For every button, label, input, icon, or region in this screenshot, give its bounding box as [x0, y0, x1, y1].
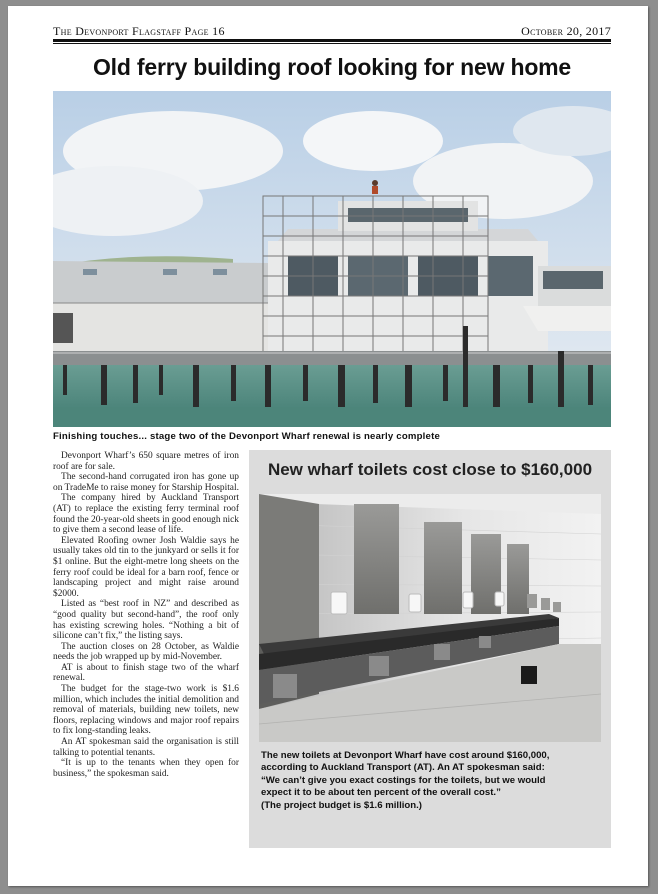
article-paragraph: Devonport Wharf’s 650 square metres of iron roof are for sale.: [53, 451, 239, 472]
masthead-paper-page: The Devonport Flagstaff Page 16: [53, 24, 225, 38]
sidebar-title: New wharf toilets cost close to $160,000: [267, 460, 593, 479]
newspaper-page: [8, 6, 648, 886]
headline: Old ferry building roof looking for new home: [92, 54, 572, 80]
sidebar-box: [249, 450, 611, 848]
toilets-photo: [259, 494, 601, 742]
article-paragraph: AT is about to finish stage two of the wharf renewal.: [53, 662, 239, 684]
article-paragraph: Elevated Roofing owner Josh Waldie says he usually takes old tin to the junkyard or sells it for $1 online. But the eight-metre long sheets on the ferry roof could be ideal for a barn roof, fence or landscaping project and might raise around $2000.: [53, 535, 239, 599]
sidebar-caption-line: according to Auckland Transport (AT). An AT spokesman said:: [261, 762, 545, 774]
article-paragraph: The second-hand corrugated iron has gone up on TradeMe to raise money for Starship Hospital.: [53, 472, 239, 493]
ferry-building-photo: [53, 91, 611, 427]
sidebar-caption-line: “We can’t give you exact costings for the toilets, but we would: [261, 774, 546, 786]
article-paragraph: The auction closes on 28 October, as Waldie needs the job wrapped up by mid-November.: [53, 641, 239, 663]
article-paragraph: “It is up to the tenants when they open for business,” the spokesman said.: [53, 758, 239, 779]
article-paragraph: Listed as “best roof in NZ” and described as “good quality but second-hand”, the roof only has existing screwing holes. “Nothing a bit of silicone can’t fix,” the listing says.: [53, 599, 239, 642]
sidebar-caption-line: (The project budget is $1.6 million.): [261, 799, 422, 811]
sidebar-caption: [261, 750, 603, 812]
masthead: [53, 20, 611, 40]
sidebar-caption-line: expect it to be about ten percent of the overall cost.”: [261, 787, 501, 799]
masthead-rule: [53, 39, 611, 42]
article-paragraph: An AT spokesman said the organisation is still talking to potential tenants.: [53, 737, 239, 758]
masthead-date: October 20, 2017: [521, 24, 611, 38]
article-body: [53, 451, 239, 779]
masthead-rule-thin: [53, 43, 611, 44]
photo-caption: Finishing touches... stage two of the Devonport Wharf renewal is nearly complete: [53, 431, 441, 442]
sidebar-caption-line: The new toilets at Devonport Wharf have cost around $160,000,: [261, 750, 550, 761]
article-paragraph: The budget for the stage-two work is $1.6 million, which includes the initial demolition and removal of materials, building new toilets, new floors, replacing windows and major roof repairs to fix long-standing leaks.: [53, 684, 239, 737]
article-paragraph: The company hired by Auckland Transport (AT) to replace the existing ferry terminal roof found the 20-year-old sheets in good enough nick to give them a second lease of life.: [53, 493, 239, 536]
